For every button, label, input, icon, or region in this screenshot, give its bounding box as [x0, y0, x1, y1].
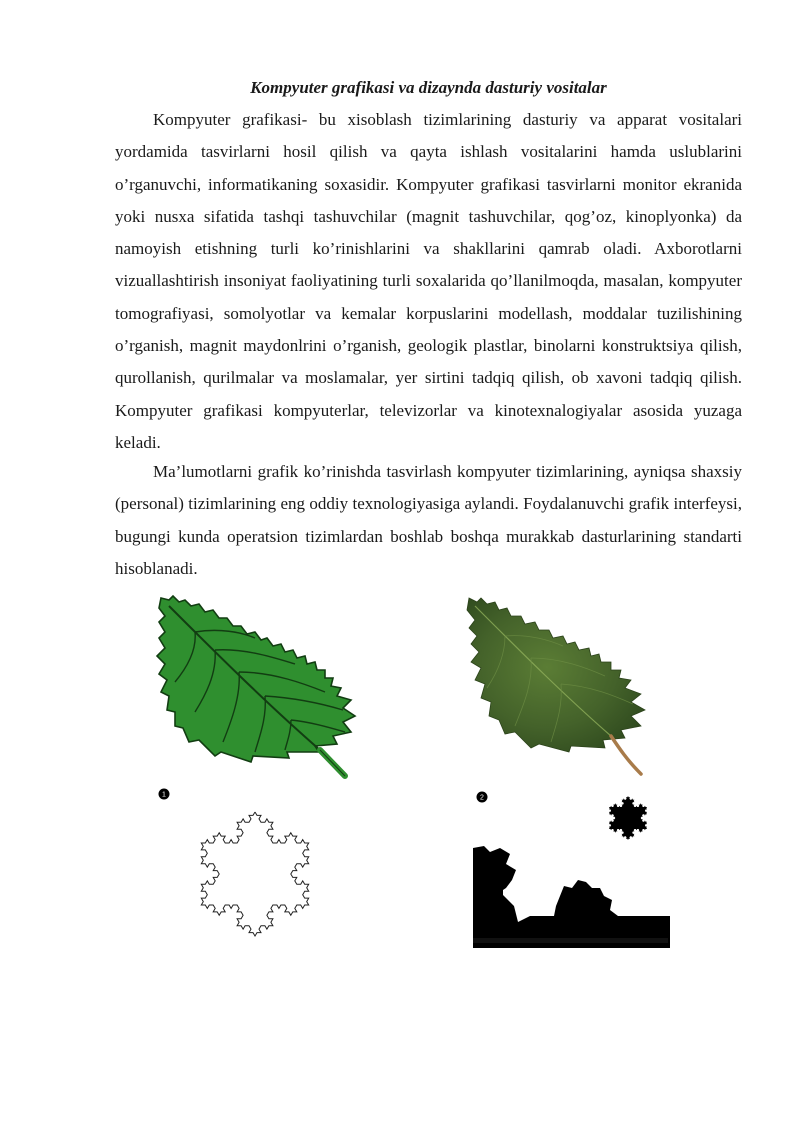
koch-outline-image: [150, 786, 360, 946]
svg-text:2: 2: [480, 794, 484, 802]
koch-filled-image: [470, 788, 672, 953]
paragraph-2: Ma’lumotlarni grafik ko’rinishda tasvirlash kompyuter tizimlarining, ayniqsa shaxsiy (personal) tizimlarining eng oddiy texnologiyasiga aylandi. Foydalanuvchi grafik interfeysi, bugungi kunda operatsion tizimlardan boshlab boshqa murakkab dasturlarining standarti hisoblanadi.: [115, 462, 742, 578]
page-title: Kompyuter grafikasi va dizaynda dasturiy vositalar: [250, 78, 607, 97]
vector-leaf-image: [155, 592, 360, 782]
svg-text:1: 1: [162, 791, 166, 799]
photo-leaf-image: [465, 596, 655, 781]
paragraph-1: Kompyuter grafikasi- bu xisoblash tizimlarining dasturiy va apparat vositalari yordamida tasvirlarni hosil qilish va qayta ishlash vositalarini hamda uslublarini o’rganuvchi, informatikaning soxasidir. Kompyuter grafikasi tasvirlarni monitor ekranida yoki nusxa sifatida tashqi tashuvchilar (magnit tashuvchilar, qog’oz, kinoplyonka) da namoyish etishning turli ko’rinishlarini va shakllarini qamrab oladi. Axborotlarni vizuallashtirish insoniyat faoliyatining turli soxalarida qo’llanilmoqda, masalan, kompyuter tomografiyasi, somolyotlar va kemalar korpuslarini modellash, moddalar tuzilishining o’rganish, magnit maydonlrini o’rganish, geologik plastlar, binolarni konstruktsiya qilish, qurollanish, qurilmalar va moslamalar, yer sirtini tadqiq qilish, ob xavoni tadqiq qilish. Kompyuter grafikasi kompyuterlar, televizorlar va kinotexnalogiyalar asosida yuzaga keladi.: [115, 110, 742, 452]
